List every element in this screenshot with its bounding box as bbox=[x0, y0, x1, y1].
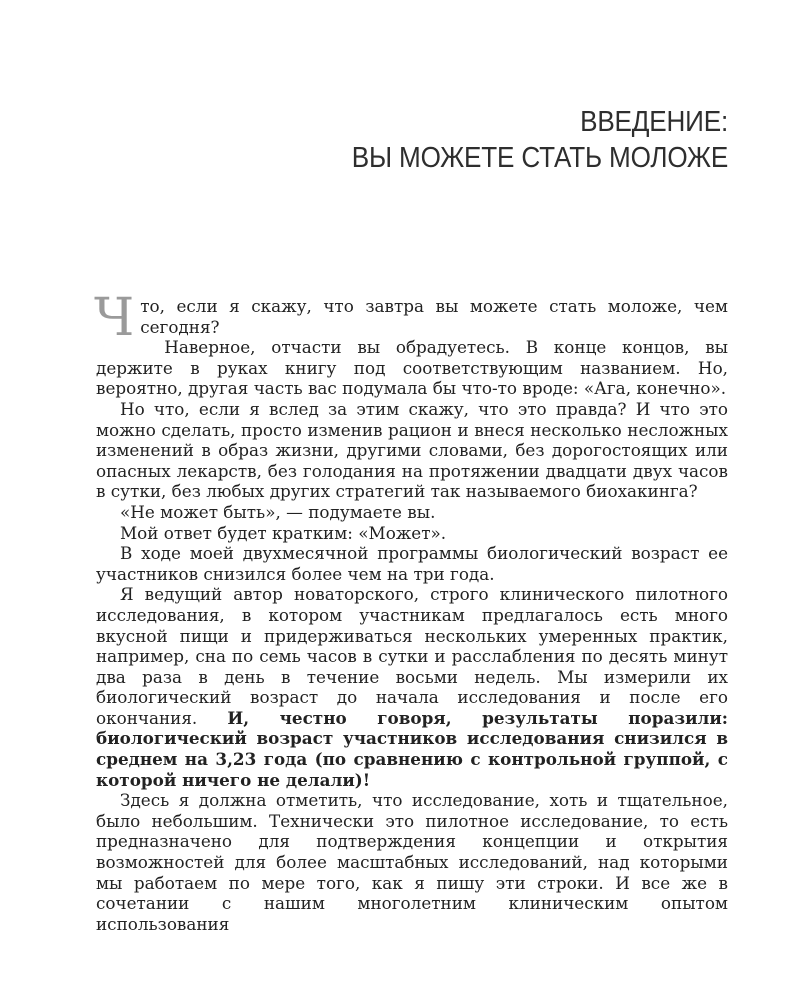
paragraph-1-text: то, если я скажу, что завтра вы можете стать моложе, чем сегодня? bbox=[140, 296, 728, 337]
chapter-heading-line-2: ВЫ МОЖЕТЕ СТАТЬ МОЛОЖЕ bbox=[351, 142, 728, 174]
paragraph-6: В ходе моей двухмесячной программы биологический возраст ее участников снизился более чем на три года. bbox=[96, 543, 728, 584]
paragraph-5: Мой ответ будет кратким: «Может». bbox=[120, 522, 447, 543]
chapter-heading-line-1: ВВЕДЕНИЕ: bbox=[580, 106, 728, 138]
paragraph-7-bold-text: И, честно говоря, результаты поразили: биологический возраст участников исследования снизился в среднем на 3,23 года (по сравнению с контрольной группой, с которой ничего не делали)! bbox=[96, 707, 728, 790]
paragraph-8: Здесь я должна отметить, что исследование, хоть и тщательное, было небольшим. Технически это пилотное исследование, то есть предназначено для подтверждения концепции и открытия возможностей для более масштабных исследований, над которыми мы работаем по мере того, как я пишу эти строки. И все же в сочетании с нашим многолетним клиническим опытом использования bbox=[96, 790, 728, 934]
body-text bbox=[94, 288, 728, 934]
drop-cap: Ч bbox=[94, 288, 135, 348]
chapter-heading bbox=[352, 104, 728, 176]
paragraph-7-text: Я ведущий автор новаторского, строго клинического пилотного исследования, в котором участникам предлагалось есть много вкусной пищи и придерживаться нескольких умеренных практик, например, сна по семь часов в сутки и расслабления по десять минут два раза в день в течение восьми недель. Мы измерили их биологический возраст до начала исследования и после его окончания. bbox=[96, 584, 728, 728]
paragraph-7 bbox=[96, 584, 728, 790]
paragraph-4: «Не может быть», — подумаете вы. bbox=[120, 501, 436, 522]
paragraph-1 bbox=[94, 288, 728, 348]
paragraph-2: Наверное, отчасти вы обрадуетесь. В конце концов, вы держите в руках книгу под соответствующим названием. Но, вероятно, другая часть вас подумала бы что-то вроде: «Ага, конечно». bbox=[96, 337, 728, 399]
paragraph-3: Но что, если я вслед за этим скажу, что это правда? И что это можно сделать, просто изменив рацион и внеся несколько несложных изменений в образ жизни, другими словами, без дорогостоящих или опасных лекарств, без голодания на протяжении двадцати двух часов в сутки, без любых других стратегий так называемого биохакинга? bbox=[96, 398, 728, 502]
